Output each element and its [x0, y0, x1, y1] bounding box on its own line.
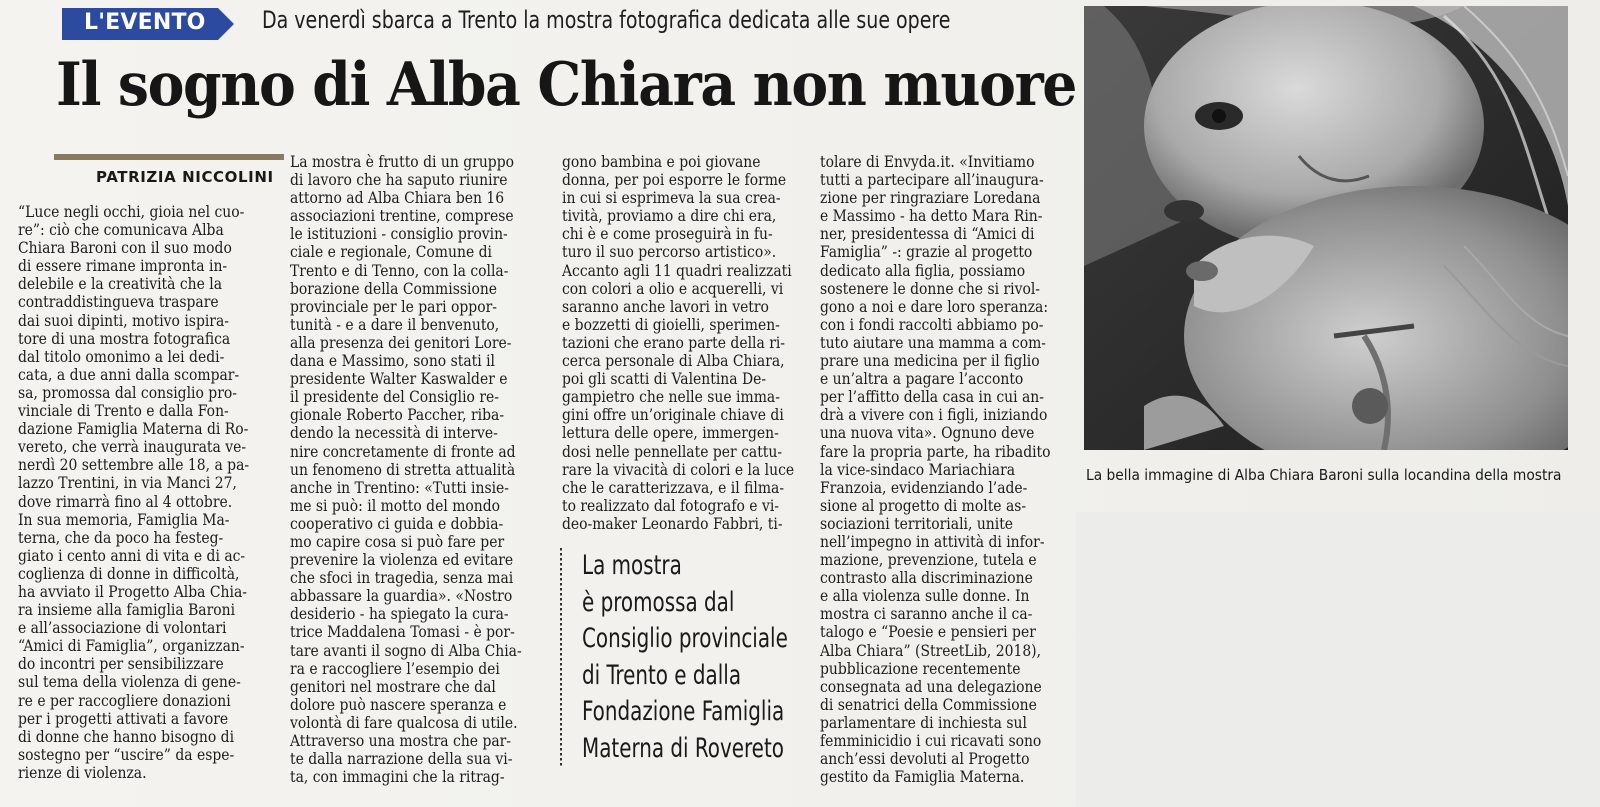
article-line: ra e raccogliere l’esempio dei: [290, 658, 500, 678]
photo-caption: La bella immagine di Alba Chiara Baroni sulla locandina della mostra: [1086, 466, 1562, 484]
article-line: sa, promossa dal consiglio pro-: [18, 382, 237, 402]
article-line: di donne che hanno bisogno di: [18, 726, 235, 746]
pull-quote: [582, 548, 833, 767]
article-line: di lavoro che ha saputo riunire: [290, 170, 508, 190]
article-line: cerca personale di Alba Chiara,: [562, 351, 785, 371]
article-line: presidente Walter Kaswalder e: [290, 369, 508, 389]
article-line: vereto, che verrà inaugurata ve-: [18, 437, 247, 457]
article-line: gini offre un’originale chiave di: [562, 405, 784, 425]
article-line: cata, a due anni dalla scompar-: [18, 364, 240, 384]
article-line: poi gli scatti di Valentina De-: [562, 369, 767, 389]
article-line: le istituzioni - consiglio provin-: [290, 224, 508, 244]
article-line: parlamentare di inchiesta sul: [820, 712, 1027, 732]
article-line: “Amici di Famiglia”, organizzan-: [18, 636, 245, 656]
pull-quote-line: è promossa dal: [582, 586, 735, 618]
article-line: tutti a partecipare all’inaugura-: [820, 170, 1044, 190]
article-column-4: [820, 153, 1070, 786]
article-line: In sua memoria, Famiglia Ma-: [18, 509, 230, 529]
article-line: desiderio - ha spiegato la cura-: [290, 604, 509, 624]
article-line: contrasto alla discriminazione: [820, 568, 1033, 588]
article-line: drà a vivere con i figli, iniziando: [820, 405, 1048, 425]
article-line: genitori nel mostrare che dal: [290, 676, 496, 696]
article-line: associazioni trentine, comprese: [290, 206, 514, 226]
article-line: tunità - e a dare il benvenuto,: [290, 314, 500, 334]
article-line: Franzoia, evidenziando l’ade-: [820, 477, 1028, 497]
article-line: tazioni che erano parte della ri-: [562, 332, 786, 352]
article-line: rare la vivacità di colori e la luce: [562, 459, 795, 479]
article-line: in cui si esprimeva la sua crea-: [562, 188, 781, 208]
article-line: gestito da Famiglia Materna.: [820, 767, 1025, 787]
article-line: la vice-sindaco Mariachiara: [820, 459, 1016, 479]
article-line: e bozzetti di gioielli, sperimen-: [562, 314, 780, 334]
article-line: deo-maker Leonardo Fabbri, ti-: [562, 513, 783, 533]
section-tag: [62, 8, 232, 38]
article-line: tività, proviamo a dire chi era,: [562, 206, 777, 226]
article-line: che sfoci in tragedia, senza mai: [290, 568, 514, 588]
article-line: gionale Roberto Paccher, riba-: [290, 405, 505, 425]
article-line: sione al progetto di molte as-: [820, 495, 1027, 515]
article-line: Attraverso una mostra che par-: [290, 731, 512, 750]
article-line: sul tema della violenza di gene-: [18, 672, 241, 692]
article-line: contraddistingueva traspare: [18, 292, 219, 312]
article-column-3: [562, 153, 802, 533]
article-line: per l’affitto della casa in cui an-: [820, 387, 1044, 407]
eye-right: [1164, 200, 1204, 222]
article-line: chi è e come proseguirà in fu-: [562, 224, 773, 244]
article-line: nerdì 20 settembre alle 18, a pa-: [18, 455, 250, 475]
article-line: me si può: il motto del mondo: [290, 495, 501, 515]
article-line: dendo la necessità di interve-: [290, 423, 498, 443]
article-line: te dalla narrazione della sua vi-: [290, 749, 513, 769]
article-line: giato i cento anni di vita e di ac-: [18, 545, 246, 565]
pull-quote-line: La mostra: [582, 550, 682, 581]
article-line: abbassare la guardia». «Nostro: [290, 586, 513, 606]
article-line: cooperativo ci guida e dobbia-: [290, 513, 504, 533]
article-line: un fenomeno di stretta attualità: [290, 459, 516, 479]
article-line: e un’altra a pagare l’acconto: [820, 369, 1024, 389]
article-line: nire concretamente di fronte ad: [290, 441, 516, 461]
article-line: re e per raccogliere donazioni: [18, 690, 231, 710]
article-line: “Luce negli occhi, gioia nel cuo-: [18, 202, 245, 221]
article-line: per i progetti attivati a favore: [18, 708, 229, 728]
article-line: mo capire cosa si può fare per: [290, 531, 505, 551]
article-line: Trento e di Tenno, con la colla-: [290, 260, 509, 280]
article-line: borazione della Commissione: [290, 278, 498, 298]
article-line: nell’impegno in attività di infor-: [820, 531, 1045, 551]
article-line: delebile e la creatività che la: [18, 274, 223, 294]
article-line: dal titolo omonimo a lei dedi-: [18, 346, 225, 366]
kicker-text: Da venerdì sbarca a Trento la mostra fotografica dedicata alle sue opere: [262, 6, 951, 34]
article-line: dedicato alla figlia, possiamo: [820, 260, 1026, 280]
article-line: gono bambina e poi giovane: [562, 152, 761, 171]
photo-illustration: [1084, 6, 1568, 450]
article-line: ner, presidentessa di “Amici di: [820, 224, 1035, 244]
article-column-1: [18, 203, 268, 782]
article-line: mazione, prevenzione, tutela e: [820, 550, 1037, 570]
headline: Il sogno di Alba Chiara non muore: [56, 50, 1077, 120]
byline-rule: [54, 154, 284, 160]
article-line: con i fondi raccolti abbiamo po-: [820, 314, 1044, 334]
article-line: con colori a olio e acquerelli, vi: [562, 278, 784, 298]
article-line: tuto aiutare una mamma a com-: [820, 332, 1046, 352]
article-line: prare una medicina per il figlio: [820, 351, 1040, 371]
article-line: sostegno per “uscire” da espe-: [18, 744, 235, 764]
article-column-2: [290, 153, 548, 786]
article-line: dai suoi dipinti, motivo ispira-: [18, 310, 229, 330]
section-tag-label: L'EVENTO: [84, 10, 206, 35]
article-line: femminicidio i cui ricavati sono: [820, 731, 1042, 750]
article-line: fare la propria parte, ha ribadito: [820, 441, 1051, 461]
article-line: saranno anche lavori in vetro: [562, 296, 769, 316]
article-line: tore di una mostra fotografica: [18, 328, 231, 348]
byline: PATRIZIA NICCOLINI: [96, 168, 274, 186]
article-line: ra insieme alla famiglia Baroni: [18, 600, 236, 620]
article-line: gampietro che nelle sue imma-: [562, 387, 780, 407]
article-line: e Massimo - ha detto Mara Rin-: [820, 206, 1043, 226]
article-line: Accanto agli 11 quadri realizzati: [562, 260, 792, 280]
article-line: lazzo Trentini, in via Manci 27,: [18, 473, 237, 493]
article-line: e all’associazione di volontari: [18, 618, 227, 638]
article-line: Alba Chiara” (StreetLib, 2018),: [820, 640, 1042, 660]
article-line: sociazioni territoriali, unite: [820, 513, 1014, 533]
article-line: provinciale per le pari oppor-: [290, 296, 497, 316]
article-line: talogo e “Poesie e pensieri per: [820, 622, 1036, 642]
article-line: una nuova vita». Ognuno deve: [820, 423, 1035, 443]
article-line: dosi nelle pennellate per cattu-: [562, 441, 783, 461]
article-line: La mostra è frutto di un gruppo: [290, 152, 514, 171]
article-line: volontà di fare qualcosa di utile.: [290, 712, 518, 732]
article-line: do incontri per sensibilizzare: [18, 654, 224, 674]
article-line: vinciale di Trento e dalla Fon-: [18, 401, 229, 421]
article-line: che le caratterizzava, e il filma-: [562, 477, 785, 497]
article-line: attorno ad Alba Chiara ben 16: [290, 188, 505, 208]
article-line: gono a noi e dare loro speranza:: [820, 296, 1049, 316]
article-line: sostenere le donne che si rivol-: [820, 278, 1040, 298]
article-line: e alla violenza sulle donne. In: [820, 586, 1030, 606]
article-line: re”: ciò che comunicava Alba: [18, 220, 224, 240]
article-line: lettura delle opere, immergen-: [562, 423, 779, 443]
article-line: turo il suo percorso artistico».: [562, 242, 777, 262]
article-line: anch’essi devoluti al Progetto: [820, 749, 1030, 769]
article-line: trice Maddalena Tomasi - è por-: [290, 622, 515, 642]
article-line: dazione Famiglia Materna di Ro-: [18, 419, 249, 439]
article-line: consegnata ad una delegazione: [820, 676, 1042, 696]
article-line: anche in Trentino: «Tutti insie-: [290, 477, 509, 497]
article-line: terna, che da poco ha festeg-: [18, 527, 224, 547]
bell-shape: [1352, 388, 1388, 424]
article-line: il presidente del Consiglio re-: [290, 387, 499, 407]
article-line: Chiara Baroni con il suo modo: [18, 238, 232, 258]
pull-quote-line: di Trento e dalla: [582, 659, 742, 691]
article-line: di senatrici della Commissione: [820, 694, 1037, 714]
article-line: donna, per poi esporre le forme: [562, 170, 787, 190]
article-line: zione per ringraziare Loredana: [820, 188, 1041, 208]
pull-quote-line: Materna di Rovereto: [582, 732, 784, 764]
article-line: mostra ci saranno anche il ca-: [820, 604, 1033, 624]
article-line: dove rimarrà fino al 4 ottobre.: [18, 491, 233, 511]
article-line: di essere rimane impronta in-: [18, 256, 228, 276]
article-line: ha avviato il Progetto Alba Chia-: [18, 581, 247, 601]
pull-quote-rule: [560, 548, 562, 768]
article-line: to realizzato dal fotografo e vi-: [562, 495, 779, 515]
article-line: dolore può nascere speranza e: [290, 694, 507, 714]
article-line: pubblicazione recentemente: [820, 658, 1021, 678]
article-line: tolare di Envyda.it. «Invitiamo: [820, 152, 1035, 171]
pull-quote-line: Consiglio provinciale: [582, 623, 788, 654]
article-line: rienze di violenza.: [18, 762, 147, 782]
article-line: ciale e regionale, Comune di: [290, 242, 492, 262]
pull-quote-line: Fondazione Famiglia: [582, 696, 785, 727]
article-line: ta, con immagini che la ritrag-: [290, 767, 505, 787]
article-line: alla presenza dei genitori Lore-: [290, 332, 512, 352]
photo-alba-chiara: [1084, 6, 1568, 450]
article-line: coglienza di donne in difficoltà,: [18, 563, 240, 583]
article-line: tare avanti il sogno di Alba Chia-: [290, 640, 522, 660]
article-line: Famiglia” -: grazie al progetto: [820, 242, 1033, 262]
empty-scan-area: [1076, 512, 1600, 807]
article-line: dana e Massimo, sono stati il: [290, 351, 496, 371]
article-line: prevenire la violenza ed evitare: [290, 550, 514, 570]
